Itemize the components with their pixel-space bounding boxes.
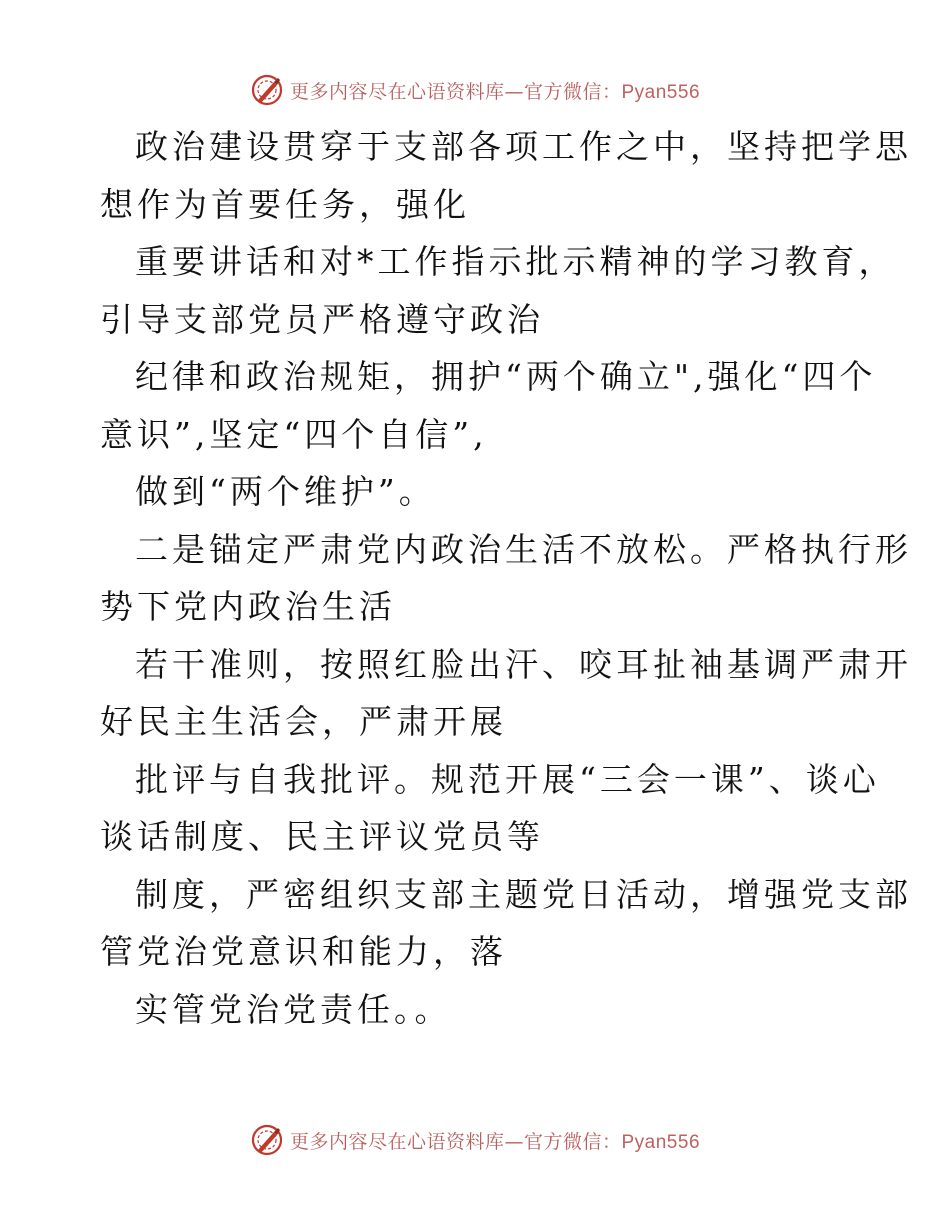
paragraph-line: 势下党内政治生活 bbox=[100, 587, 396, 626]
paragraph-line: 纪律和政治规矩，拥护“两个确立",强化“四个 bbox=[135, 357, 877, 396]
paragraph-line: 若干准则，按照红脸出汗、咬耳扯袖基调严肃开 bbox=[135, 644, 912, 684]
paragraph-line: 政治建设贯穿于支部各项工作之中，坚持把学思 bbox=[135, 127, 912, 166]
footer-banner-text bbox=[290, 1127, 700, 1154]
paragraph-line: 谈话制度、民主评议党员等 bbox=[100, 817, 544, 856]
header-wechat-id: Pyan556 bbox=[621, 81, 701, 103]
header-banner-text bbox=[290, 77, 700, 104]
paragraph-line: 意识”,坚定“四个自信”, bbox=[100, 414, 488, 454]
paragraph-line: 做到“两个维护”。 bbox=[135, 472, 436, 511]
footer-banner bbox=[0, 1122, 950, 1158]
paragraph-line: 想作为首要任务，强化 bbox=[100, 184, 470, 224]
header-site-text: 更多内容尽在心语资料库—官方微信： bbox=[289, 80, 622, 103]
paragraph-line: 引导支部党员严格遵守政治 bbox=[100, 299, 544, 339]
logo-icon bbox=[250, 73, 284, 107]
paragraph-line: 重要讲话和对*工作指示批示精神的学习教育， bbox=[135, 242, 896, 281]
header-banner bbox=[0, 72, 950, 108]
paragraph-line: 管党治党意识和能力，落 bbox=[100, 932, 507, 971]
document-body bbox=[100, 118, 912, 1038]
logo-icon bbox=[250, 1123, 284, 1157]
paragraph-line: 实管党治党责任。。 bbox=[135, 989, 452, 1029]
paragraph-line: 好民主生活会，严肃开展 bbox=[100, 702, 507, 741]
paragraph-line: 制度，严密组织支部主题党日活动，增强党支部 bbox=[135, 874, 912, 914]
footer-wechat-id: Pyan556 bbox=[621, 1131, 701, 1153]
paragraph-line: 批评与自我批评。规范开展“三会一课”、谈心 bbox=[135, 759, 880, 799]
footer-site-text: 更多内容尽在心语资料库—官方微信： bbox=[289, 1130, 622, 1153]
paragraph-line: 二是锚定严肃党内政治生活不放松。严格执行形 bbox=[135, 529, 912, 569]
